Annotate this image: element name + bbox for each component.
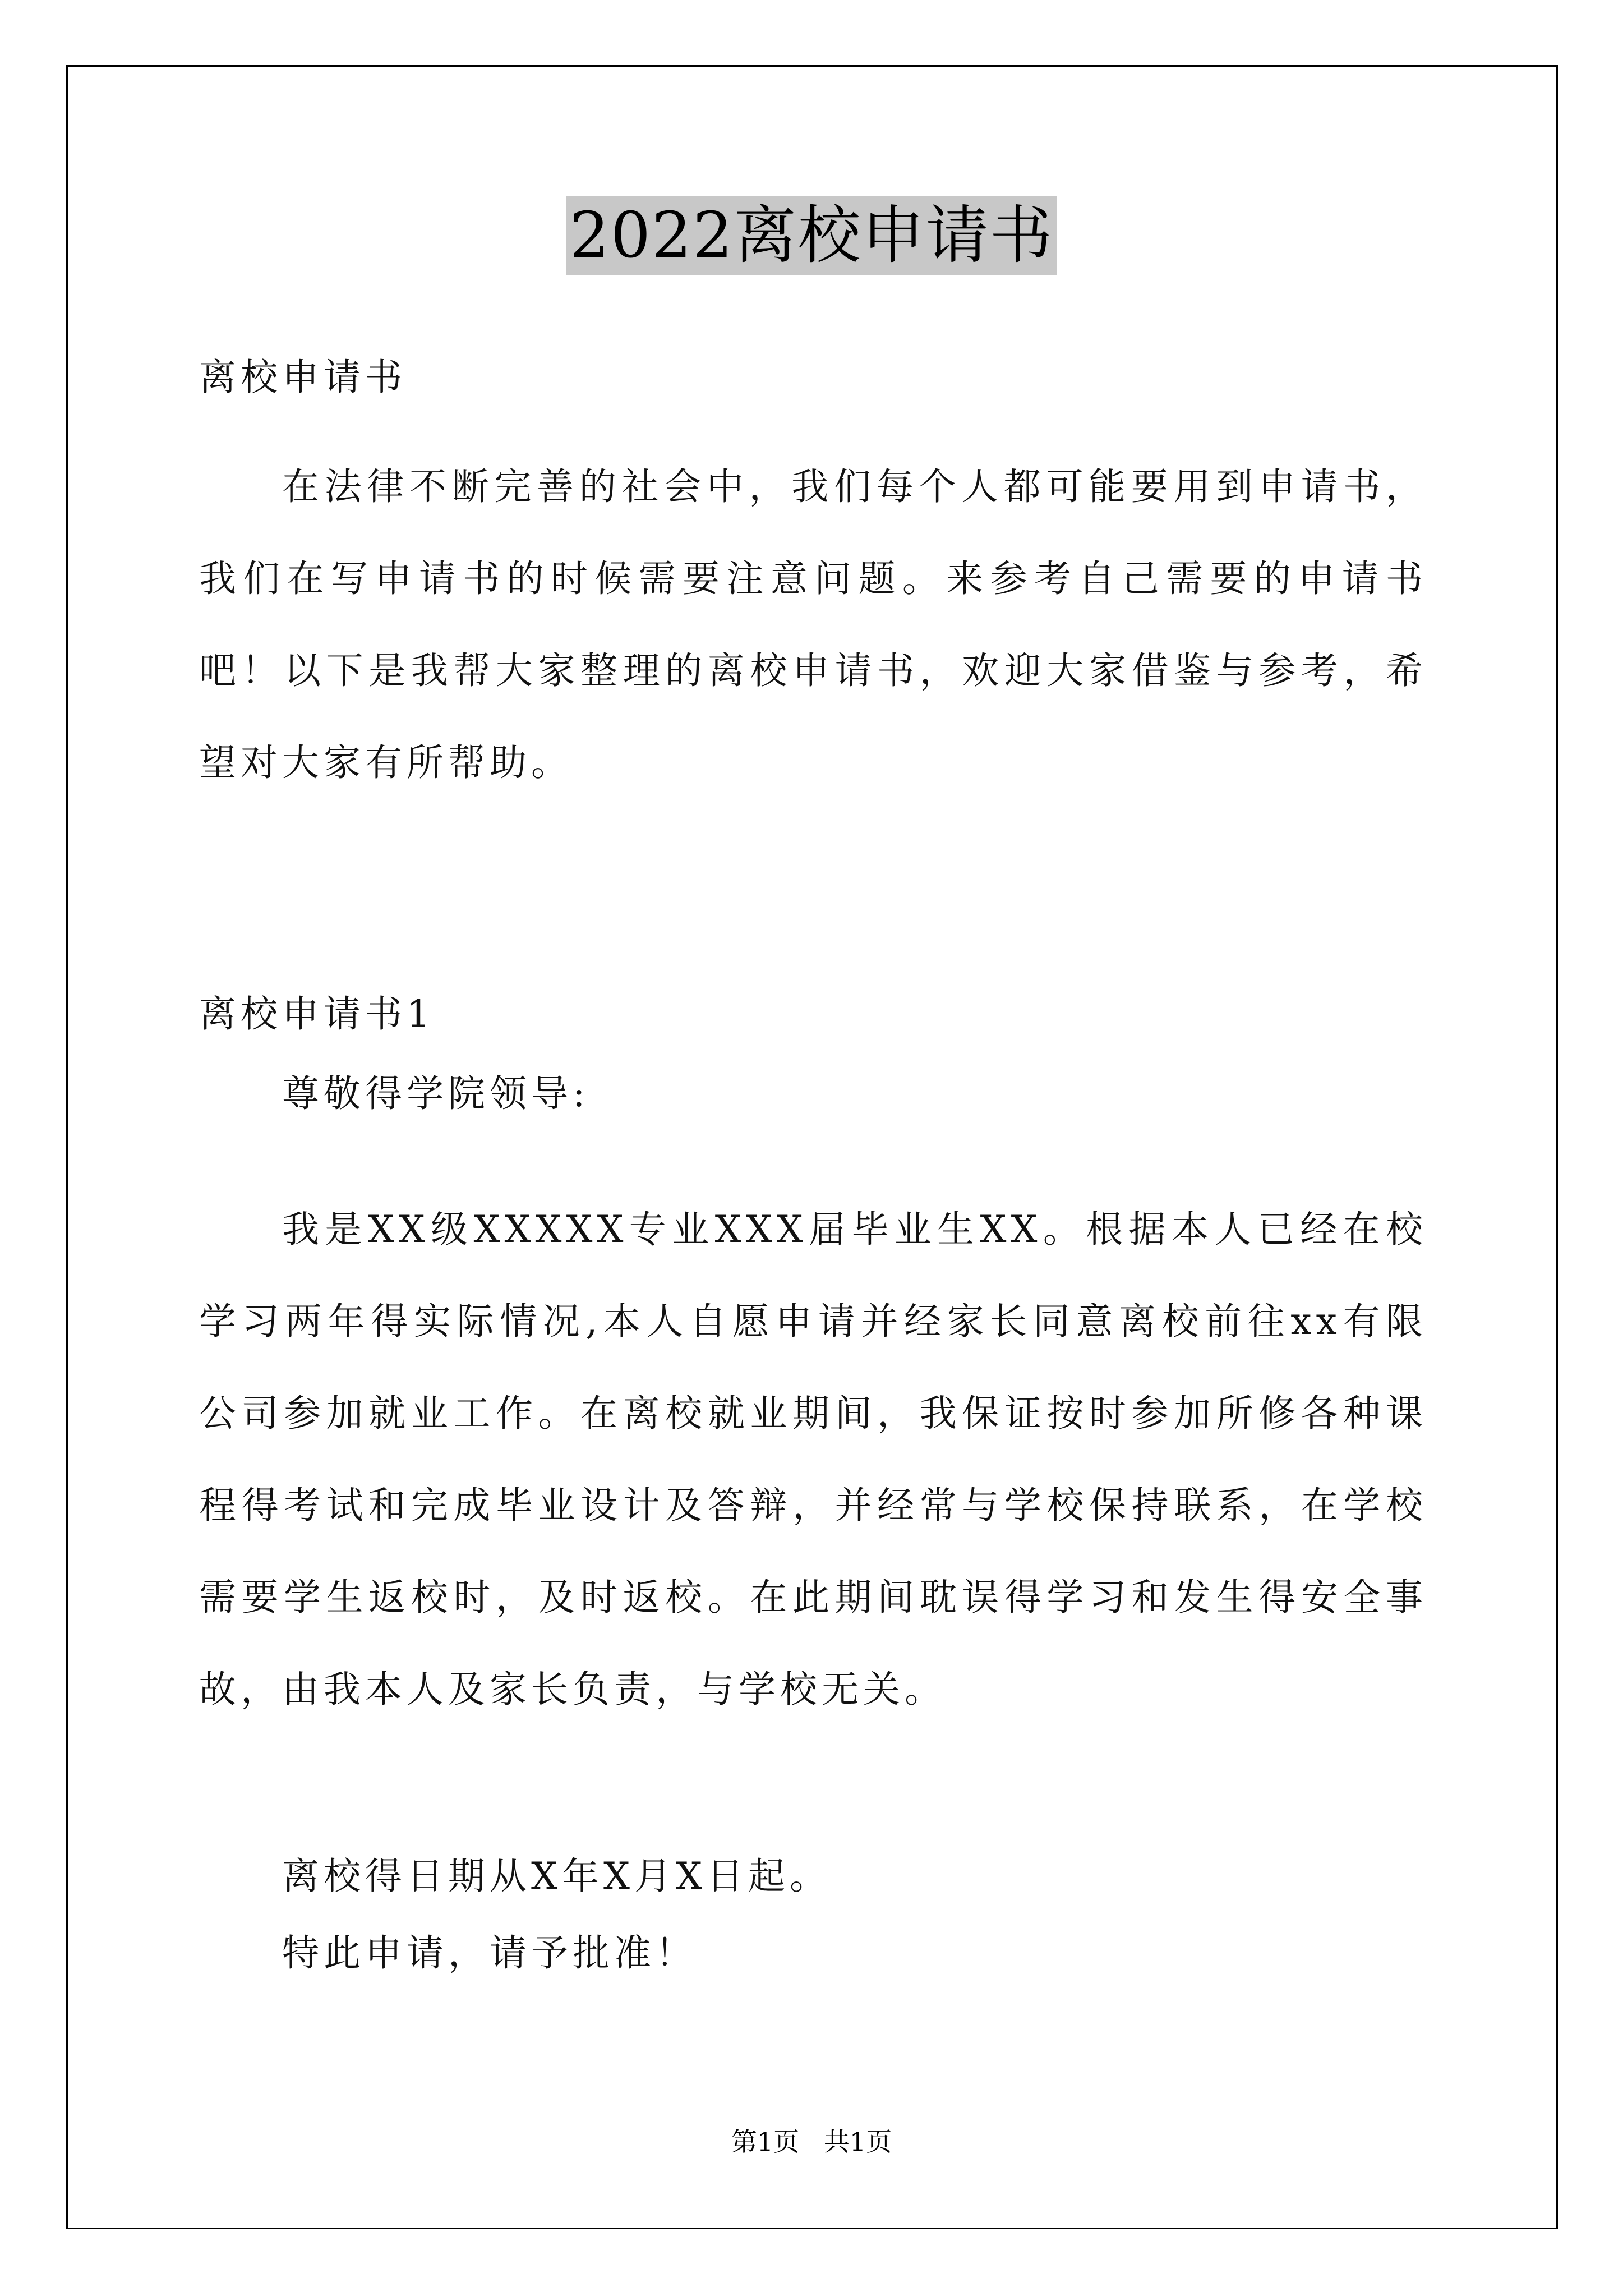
- section-heading: 离校申请书1: [199, 992, 435, 1036]
- intro-paragraph: 在法律不断完善的社会中，我们每个人都可能要用到申请书，我们在写申请书的时候需要注意问题。来参考自己需要的申请书吧！以下是我帮大家整理的离校申请书，欢迎大家借鉴与参考，希望对大家有所帮助。: [199, 465, 1427, 784]
- page-footer: 第1页 共1页: [731, 2127, 892, 2157]
- date-line: 离校得日期从X年X月X日起。: [282, 1855, 831, 1898]
- intro-heading: 离校申请书: [199, 356, 407, 399]
- salutation: 尊敬得学院领导:: [282, 1072, 590, 1115]
- body-paragraph: 我是XX级XXXXX专业XXX届毕业生XX。根据本人已经在校学习两年得实际情况,本人自愿申请并经家长同意离校前往xx有限公司参加就业工作。在离校就业期间，我保证按时参加所修各种课程得考试和完成毕业设计及答辩，并经常与学校保持联系，在学校需要学生返校时，及时返校。在此期间耽误得学习和发生得安全事故，由我本人及家长负责，与学校无关。: [199, 1208, 1427, 1711]
- closing-line: 特此申请，请予批准！: [282, 1931, 697, 1975]
- title-container: [0, 196, 1623, 275]
- document-title: 2022离校申请书: [566, 196, 1057, 275]
